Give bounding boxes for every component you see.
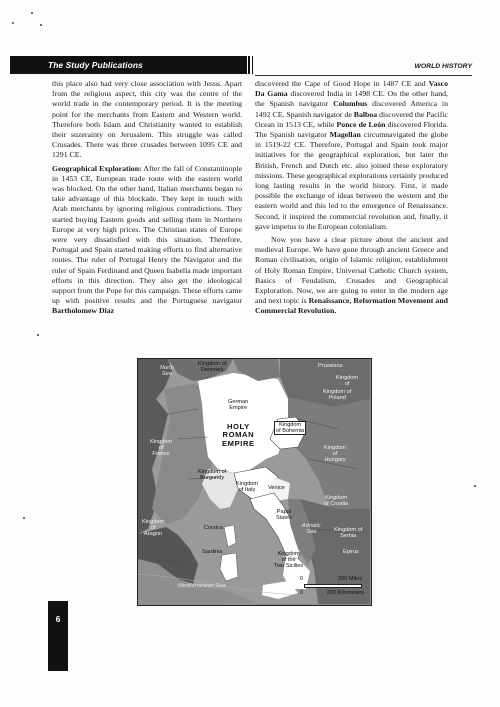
map-label-papal-states: Papal States <box>276 509 292 522</box>
scan-speck <box>474 485 476 487</box>
scan-speck <box>23 517 25 519</box>
next-topic: Renaissance, Reformation Movement and Commercial Revolution. <box>255 296 448 316</box>
header-rule <box>255 75 472 76</box>
map-label-italy: Kingdom of Italy <box>236 481 259 494</box>
page-number: 6 <box>55 614 61 624</box>
header-stripes <box>245 56 253 74</box>
left-paragraph-1: this place also had very close association with Jesus. Apart from the religious aspect, this city was the centre of the world trade in the contemporary period. It is the meeting point for the merchants from Eastern and Western world. Therefore both Islam and Christianity wanted to establish their suzerainty on Jerusalem. This struggle was called Crusades. There was three crusades between 1095 CE and 1291 CE. <box>52 79 242 160</box>
map-label-prussians: Prussians <box>318 363 343 369</box>
map-label-kingdom-of: Kingdom of <box>336 375 359 388</box>
right-paragraph-1-text: discovered America in 1492 CE. Spanish navigator de <box>255 99 448 119</box>
map-label-corsica: Corsica <box>204 525 223 531</box>
map-label-bohemia: Kingdom of Bohemia <box>276 422 305 435</box>
left-column <box>52 79 242 320</box>
right-paragraph-2-text: Now you have a clear picture about the ancient and medieval Europe. We have gone through ancient Greece and Roman civilisation, origin of Islamic religion, establishment of Holy Roman Empire, Universal Catholic Church system, Basics of Feudalism, Crusades and Geographical Exploration. Now, we are going to enter in the modern age and next topic is <box>255 235 448 306</box>
left-paragraph-2-name: Bartholomew Diaz <box>52 306 115 316</box>
map-label-denmark: Kingdom of Denmark <box>198 361 227 374</box>
map-label-north-sea: North Sea <box>160 365 174 378</box>
map-label-burgundy: Kingdom of Burgundy <box>198 469 227 482</box>
right-paragraph-1-text: discovered India in 1498 CE. On the other hand, the Spanish navigator <box>255 89 448 109</box>
scale-kilometers: 200 Kilometers <box>326 590 364 596</box>
navigator-name: Vasco Da Gama <box>255 79 448 99</box>
map-label-german-empire: German Empire <box>228 399 249 412</box>
map-label-two-sicilies: Kingdom of the Two Sicilies <box>274 551 304 570</box>
map-label-france: Kingdom of France <box>150 439 173 458</box>
scan-speck <box>12 22 14 24</box>
left-paragraph-2 <box>52 164 242 317</box>
scan-speck <box>40 24 42 26</box>
right-paragraph-1-text: discovered the Cape of Good Hope in 1487 CE and <box>255 79 429 88</box>
map-label-venice: Venice <box>268 485 285 491</box>
map-label-serbia: Kingdom of Serbia <box>334 527 363 540</box>
map-label-aragon: Kingdom of Aragon <box>142 519 165 538</box>
scan-speck <box>31 12 33 14</box>
right-paragraph-1 <box>255 79 448 232</box>
section-heading: Geographical Exploration: <box>52 163 142 173</box>
map-label-adriatic-sea: Adriatic Sea <box>302 523 321 536</box>
right-paragraph-2 <box>255 235 448 317</box>
right-paragraph-1-text: discovered the Pacific Ocean in 1513 CE, while <box>255 109 448 129</box>
header-bar <box>10 56 247 74</box>
map-label-croatia: Kingdom of Croatia <box>324 495 349 508</box>
navigator-name: Ponce de León <box>336 119 386 129</box>
map-label-hungary: Kingdom of Hungary <box>324 445 347 464</box>
map-label-epirus: Epirus <box>343 549 359 555</box>
map-label-poland: Kingdom of Poland <box>323 389 352 402</box>
right-paragraph-1-text: circumnavigated the globe in 1519-22 CE. Therefore, Portugal and Spain took major initiatives for the geographical exploration, but later the British, French and Dutch etc. also joined these exploratory missions. These geographical explorations certainly produced long lasting results in the world history. First, it made possible the exchange of ideas between the western and the eastern world and this led to the emergence of Renaissance. Second, it inspired the commercial revolution and, finally, it gave impetus to the European colonialism. <box>255 130 449 231</box>
map-label-sardinia: Sardinia <box>202 549 223 555</box>
scale-zero: 0 <box>300 576 304 582</box>
map-label-mediterranean-sea: Mediterranean Sea <box>178 583 226 589</box>
right-column <box>255 79 448 320</box>
map-label-holy-roman-empire: HOLY ROMAN EMPIRE <box>222 422 255 448</box>
subject-title: WORLD HISTORY <box>414 63 472 70</box>
right-paragraph-1-text: discovered Florida. The Spanish navigator <box>255 119 448 140</box>
navigator-name: Columbus <box>333 99 368 109</box>
publisher-name: The Study Publications <box>48 60 143 70</box>
navigator-name: Magellan <box>329 130 361 140</box>
page-number-tab <box>48 601 68 671</box>
left-paragraph-2-text: After the fall of Constantinople in 1453 CE, European trade route with the eastern world was blocked. On the other hand, Italian merchants began to take advantage of this blockade. They kept in touch with Arab merchants by ignoring religious contradictions. They started buying Eastern goods and selling them in Northern Europe at very high prices. The Christian states of Europe were very dissatisfied with this situation. Therefore, Portugal and Spain started making efforts to find alternative routes. The ruler of Portugal Henry the Navigator and the ruler of Spain Ferdinand and Queen Isabella made important efforts in this direction. They also get the ideological support from the Pope for this campaign. These efforts came up with positive results and the Portuguese navigator <box>52 163 242 306</box>
scale-miles: 200 Miles <box>338 576 362 582</box>
navigator-name: Balboa <box>353 109 378 119</box>
europe-map <box>137 358 372 606</box>
scan-speck <box>37 334 39 336</box>
scale-zero: 0 <box>300 590 304 596</box>
map-scale-bar <box>298 572 364 600</box>
